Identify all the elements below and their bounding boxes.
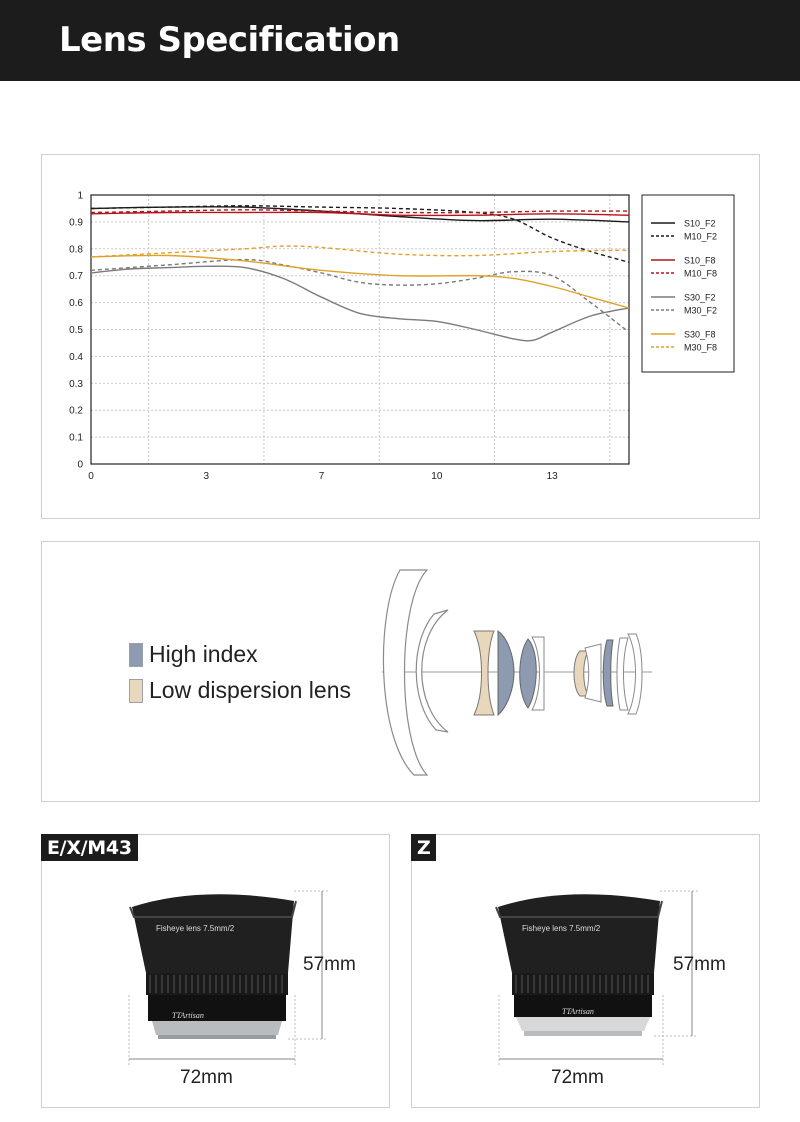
legend-label: S30_F8	[684, 329, 716, 340]
mtf-chart	[42, 155, 761, 520]
legend-label: S10_F2	[684, 218, 716, 229]
legend-label: S10_F8	[684, 255, 716, 266]
x-tick-label: 3	[203, 471, 210, 482]
high-index-element-1	[498, 631, 514, 715]
high-index-label: High index	[149, 641, 258, 667]
y-tick-label: 0.5	[69, 325, 83, 336]
mount-z-panel	[411, 834, 760, 1108]
rear-element-2	[617, 638, 628, 710]
height-label: 57mm	[673, 954, 726, 975]
lens-mount	[516, 1017, 650, 1031]
second-meniscus-element	[416, 610, 448, 732]
y-tick-label: 0.7	[69, 271, 83, 283]
inscription-text: Fisheye lens 7.5mm/2	[156, 924, 235, 933]
legend-label: S30_F2	[684, 292, 716, 303]
mount-tag: E/X/M43	[41, 834, 138, 861]
y-tick-label: 0.6	[69, 298, 83, 310]
rear-element-3	[628, 634, 642, 714]
brand-text: TTArtisan	[562, 1007, 594, 1016]
series-line-s10-f8	[91, 212, 629, 215]
y-tick-label: 0.2	[69, 405, 83, 417]
lens-hood	[498, 894, 660, 973]
focus-ring	[512, 973, 654, 995]
mount-exm43-panel	[41, 834, 390, 1108]
y-tick-label: 0.8	[69, 244, 83, 256]
series-line-s30-f8	[91, 255, 629, 308]
height-label: 57mm	[303, 954, 356, 975]
low-dispersion-element-1	[474, 631, 494, 715]
lens-mount	[152, 1021, 282, 1035]
page-header	[0, 0, 800, 81]
mtf-chart-panel	[41, 154, 760, 519]
x-tick-label: 10	[431, 471, 443, 482]
diameter-label: 72mm	[551, 1067, 604, 1088]
lens-hood	[132, 894, 294, 973]
y-tick-label: 0.4	[69, 351, 83, 363]
y-tick-label: 0	[77, 459, 83, 471]
y-tick-label: 0.9	[69, 217, 83, 229]
diameter-label: 72mm	[180, 1067, 233, 1088]
high-index-element-3	[603, 640, 613, 706]
page-title: Lens Specification	[59, 20, 400, 60]
x-tick-label: 0	[88, 471, 94, 482]
legend-label: M30_F8	[684, 342, 718, 353]
legend-label: M10_F2	[684, 231, 718, 242]
high-index-element-2	[520, 639, 537, 708]
lens-element-diagram	[42, 542, 761, 803]
brand-text: TTArtisan	[172, 1011, 204, 1020]
lens-diagram-panel	[41, 541, 760, 802]
legend-label: M30_F2	[684, 305, 718, 316]
x-tick-label: 7	[318, 471, 325, 482]
inscription-text: Fisheye lens 7.5mm/2	[522, 924, 601, 933]
low-dispersion-label: Low dispersion lens	[149, 677, 352, 703]
y-tick-label: 0.1	[69, 432, 83, 444]
mount-tag: Z	[411, 834, 436, 861]
x-tick-label: 13	[546, 471, 558, 482]
focus-ring	[146, 973, 288, 995]
legend-label: M10_F8	[684, 268, 718, 279]
rear-element-1	[585, 644, 601, 702]
y-tick-label: 0.3	[69, 378, 83, 390]
scale-ring	[148, 995, 286, 1021]
y-tick-label: 1	[77, 190, 83, 202]
series-line-m30-f2	[91, 260, 629, 333]
